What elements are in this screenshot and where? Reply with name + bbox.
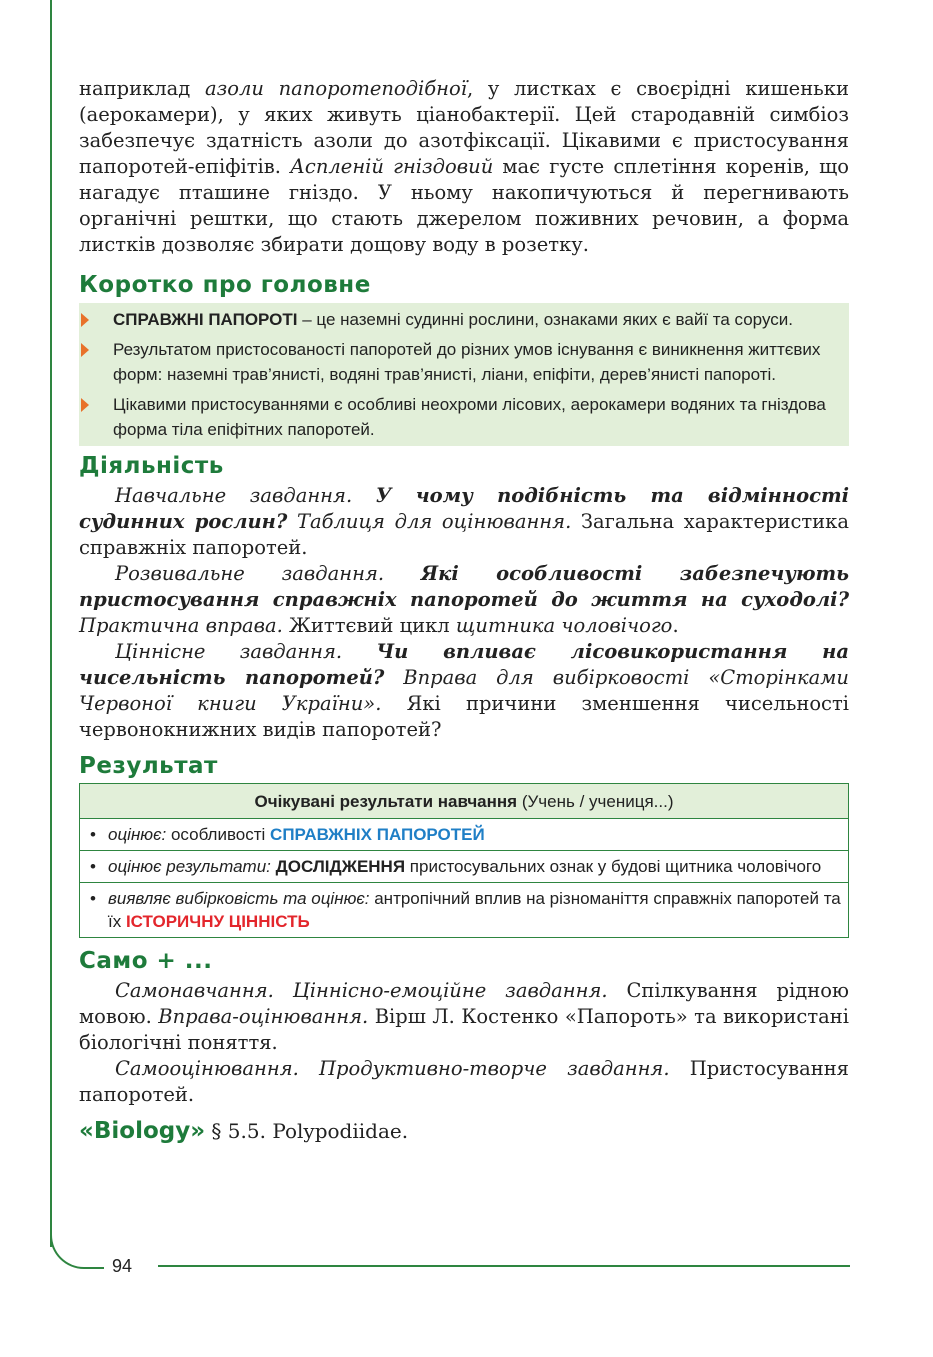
row-text: антропічний вплив на різноманіття справжніх папоротей та їх	[108, 889, 841, 931]
task-exercise: Вправа для вибірковості «Сторінками Червоної книги України».	[79, 666, 849, 715]
task-text: .	[672, 614, 679, 637]
arrow-bullet-icon	[81, 313, 89, 327]
bullet-icon: •	[90, 857, 96, 876]
task-text: Вірш Л. Костенко «Папороть» та використані біологічні поняття.	[79, 1005, 849, 1054]
table-cell	[80, 883, 849, 938]
page-frame-line	[50, 0, 52, 1247]
task-question: У чому подібність та відмінності судинних рослин?	[79, 484, 849, 533]
bullet-icon: •	[90, 889, 96, 908]
footer-line	[158, 1265, 850, 1267]
task-text: Загальна характеристика справжніх папоротей.	[79, 510, 849, 559]
task-species: щитника чоловічого	[455, 614, 673, 637]
task-label: Ціннісне завдання.	[115, 640, 377, 663]
intro-text: має густе сплетіння коренів, що нагадує пташине гніздо. У ньому накопичуються й перегнивають органічні рештки, що стають джерелом поживних речовин, а форма листків дозволяє збирати дощову воду в розетку.	[79, 155, 850, 256]
biology-reference	[79, 1114, 849, 1148]
header-bold: Очікувані результати навчання	[254, 791, 518, 811]
task-text: Які причини зменшення чисельності червонокнижних видів папоротей?	[79, 692, 849, 741]
intro-species-asplenium: Аспленій гніздовий	[290, 155, 494, 178]
intro-species-azolla: азоли папоротеподібної	[204, 77, 467, 100]
intro-text: наприклад	[79, 77, 205, 100]
table-row	[80, 851, 849, 883]
page-frame-corner	[50, 1229, 104, 1269]
row-highlight-blue: СПРАВЖНІХ ПАПОРОТЕЙ	[270, 825, 485, 844]
summary-item	[113, 307, 839, 332]
summary-item	[113, 337, 839, 387]
summary-item-text: Результатом пристосованості папоротей до різних умов існування є виникнення життєвих форм: наземні трав’янисті, водяні трав’янисті, ліани, епіфіти, дерев’янисті папороті.	[113, 340, 821, 384]
table-cell	[80, 819, 849, 851]
task-exercise: Вправа-оцінювання.	[158, 1005, 369, 1028]
task-text: Життєвий цикл	[282, 614, 456, 637]
header-text: (Учень / учениця...)	[517, 791, 674, 811]
developmental-task	[79, 561, 849, 639]
self-assessment-paragraph	[79, 1056, 849, 1108]
table-cell	[80, 851, 849, 883]
biology-section: § 5.5. Polypodiidae.	[205, 1119, 409, 1143]
arrow-bullet-icon	[81, 398, 89, 412]
row-highlight-red: ІСТОРИЧНУ ЦІННІСТЬ	[125, 912, 310, 931]
task-label: Розвивальне завдання.	[115, 562, 421, 585]
value-task	[79, 639, 849, 743]
task-exercise: Таблиця для оцінювання.	[287, 510, 572, 533]
row-verb: виявляє вибірковість та оцінює:	[108, 889, 370, 908]
self-learning-paragraph	[79, 978, 849, 1056]
samo-heading: Само + ...	[79, 948, 213, 974]
row-text: особливості	[166, 825, 271, 844]
summary-box	[79, 303, 849, 446]
task-label: Навчальне завдання.	[115, 484, 376, 507]
row-verb: оцінює:	[108, 825, 167, 844]
result-heading: Результат	[79, 753, 218, 779]
summary-heading: Коротко про головне	[79, 272, 371, 298]
learning-task	[79, 483, 849, 561]
task-text: Пристосування папоротей.	[79, 1057, 849, 1106]
row-text: пристосувальних ознак у будові щитника чоловічого	[405, 857, 822, 876]
arrow-bullet-icon	[81, 343, 89, 357]
results-table	[79, 783, 849, 938]
results-table-header-row	[80, 784, 849, 819]
row-verb: оцінює результати:	[108, 857, 271, 876]
intro-paragraph	[79, 76, 849, 258]
results-table-header	[80, 784, 849, 819]
task-question: Які особливості забезпечують пристосування справжніх папоротей до життя на суходолі?	[79, 562, 849, 611]
summary-term: СПРАВЖНІ ПАПОРОТІ	[113, 310, 298, 329]
activity-heading: Діяльність	[79, 453, 224, 479]
summary-item-text: Цікавими пристосуваннями є особливі неохроми лісових, аерокамери водяних та гніздова форма тіла епіфітних папоротей.	[113, 395, 826, 439]
table-row	[80, 819, 849, 851]
table-row	[80, 883, 849, 938]
task-label: Самооцінювання. Продуктивно-творче завдання.	[115, 1057, 670, 1080]
page-content	[79, 76, 849, 1148]
intro-text: , у листках є своєрідні кишеньки (аерокамери), у яких живуть ціанобактерії. Цей стародавній симбіоз забезпечує здатність азоли до азотфіксації. Цікавими є пристосування папоротей-епіфітів.	[79, 77, 849, 178]
task-text: Спілкування рідною мовою.	[79, 979, 849, 1028]
task-label: Самонавчання. Ціннісно-емоційне завдання.	[115, 979, 608, 1002]
bullet-icon: •	[90, 825, 96, 844]
biology-title: «Biology»	[79, 1118, 206, 1144]
summary-item	[113, 392, 839, 442]
task-question: Чи впливає лісовикористання на чисельність папоротей?	[79, 640, 850, 689]
summary-item-text: – це наземні судинні рослини, ознаками яких є вайї та соруси.	[297, 310, 793, 329]
row-bold: ДОСЛІДЖЕННЯ	[270, 857, 406, 876]
task-exercise: Практична вправа.	[79, 614, 283, 637]
page-number: 94	[112, 1256, 133, 1276]
